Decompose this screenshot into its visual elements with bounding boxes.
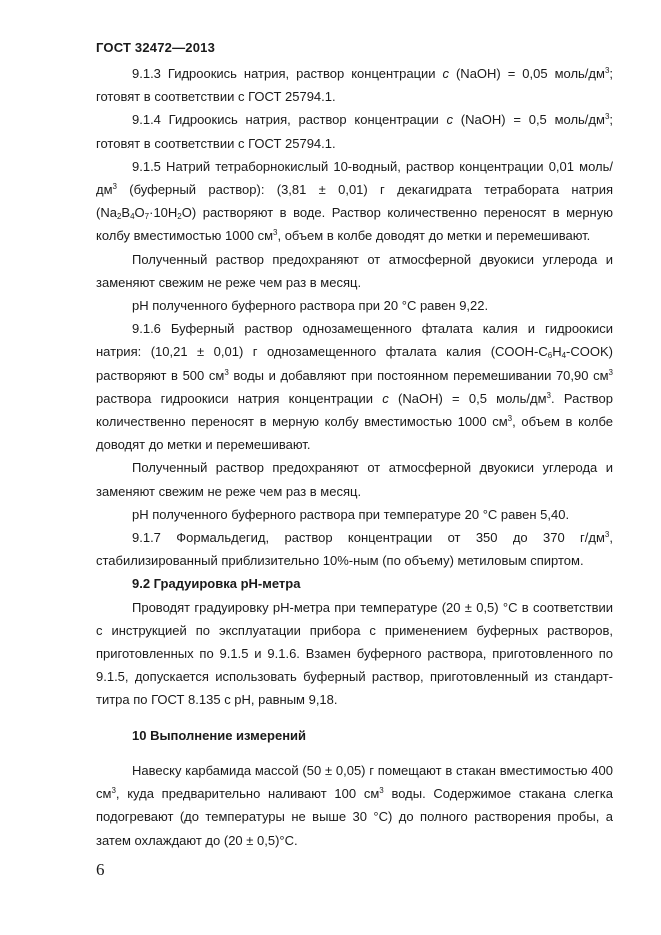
page-number: 6: [96, 860, 105, 879]
paragraph-9-1-7: 9.1.7 Формальдегид, раствор концентрации от 350 до 370 $г/дм^3$, стабилизированный приблизительно 10%-ным (по объему) метиловым спиртом.: [96, 530, 613, 569]
section-heading-10: 10 Выполнение измерений: [132, 727, 307, 743]
section-heading-9-2: 9.2 Градуировка рН-метра: [132, 576, 301, 592]
paragraph-9-2: Проводят градуировку рН-метра при температуре (20 ± 0,5) °С в соответствии с инструкцией по эксплуатации прибора с применением буферных растворов, приготовленных по 9.1.5 и 9.1.6. Взамен буферного раствора, приготовленного по 9.1.5, допускается использовать буферный раствор, приготовленный из стандарт-титра по ГОСТ 8.135 с рН, равным 9,18.: [96, 599, 613, 708]
paragraph-ph-2: рН полученного буферного раствора при температуре 20 °С равен 5,40.: [132, 506, 570, 522]
paragraph-protect-1: Полученный раствор предохраняют от атмосферной двуокиси углерода и заменяют свежим не реже чем раз в месяц.: [96, 251, 613, 290]
paragraph-10: Навеску карбамида массой (50 ± 0,05) г помещают в стакан вместимостью 400 $см^3$, куда предварительно наливают 100 $см^3$ воды. Содержимое стакана слегка подогревают (до температуры не выше 30 °С) до полного растворения пробы, а затем охлаждают до (20 ± 0,5)°С.: [96, 762, 613, 848]
paragraph-9-1-4: 9.1.4 Гидроокись натрия, раствор концентрации с (NaOH) = 0,5 моль/$дм^3$; готовят в соответствии с ГОСТ 25794.1.: [96, 112, 614, 151]
paragraph-9-1-3: 9.1.3 Гидроокись натрия, раствор концентрации с (NaOH) = 0,05 моль/$дм^3$; готовят в соответствии с ГОСТ 25794.1.: [96, 66, 614, 105]
document-body: [96, 62, 613, 852]
paragraph-protect-2: Полученный раствор предохраняют от атмосферной двуокиси углерода и заменяют свежим не реже чем раз в месяц.: [96, 460, 613, 499]
paragraph-ph-1: рН полученного буферного раствора при 20 °С равен 9,22.: [132, 298, 489, 314]
paragraph-9-1-5: 9.1.5 Натрий тетраборнокислый 10-водный, раствор концентрации 0,01 моль/$дм^3$ (буферный раствор): (3,81 ± 0,01) г декагидрата тетрабората натрия $(Na_2B_4O_7\cdot 10H_2O)$ растворяют в воде. Раствор количественно переносят в мерную колбу вместимостью 1000 $см^3$, объем в колбе доводят до метки и перемешивают.: [96, 158, 613, 244]
page-header: ГОСТ 32472—2013: [96, 40, 215, 55]
paragraph-9-1-6: 9.1.6 Буферный раствор однозамещенного фталата калия и гидроокиси натрия: (10,21 ± 0,01) г однозамещенного фталата калия $(COOH-C_6H_4-COOK)$ растворяют в 500 $см^3$ воды и добавляют при постоянном перемешивании 70,90 $см^3$ раствора гидроокиси натрия концентрации с (NaOH) = 0,5 моль/$дм^3$. Раствор количественно переносят в мерную колбу вместимостью 1000 $см^3$, объем в колбе доводят до метки и перемешивают.: [96, 321, 613, 453]
